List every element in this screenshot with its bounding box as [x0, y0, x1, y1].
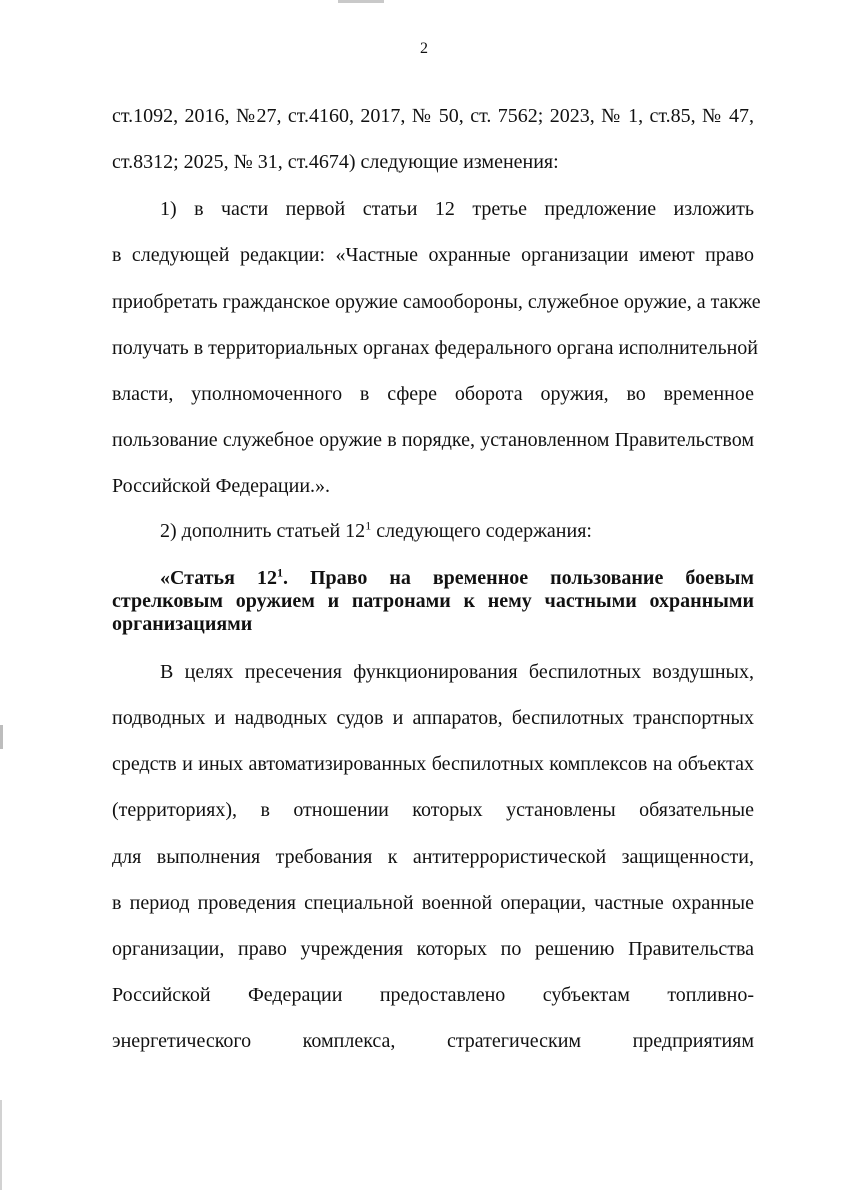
- list-item-2-text-end: следующего содержания:: [371, 520, 592, 542]
- text-line: ст.1092, 2016, №27, ст.4160, 2017, № 50, ст. 7562; 2023, № 1, ст.85, № 47,: [112, 105, 754, 127]
- page-number: 2: [420, 40, 428, 57]
- text-line: ст.8312; 2025, № 31, ст.4674) следующие изменения:: [112, 151, 559, 173]
- scan-artifact-top: [338, 0, 384, 3]
- text-line: организации, право учреждения которых по решению Правительства: [112, 938, 754, 960]
- text-line: средств и иных автоматизированных беспилотных комплексов на объектах: [112, 753, 754, 775]
- article-heading-line-3: организациями: [112, 613, 253, 635]
- superscript: 1: [276, 565, 283, 580]
- text-line: В целях пресечения функционирования беспилотных воздушных,: [160, 661, 754, 683]
- article-heading-line-1: [160, 566, 754, 590]
- text-line: Российской Федерации предоставлено субъектам топливно-: [112, 984, 754, 1006]
- text-line: пользование служебное оружие в порядке, установленном Правительством: [112, 429, 754, 451]
- scan-artifact-left: [0, 725, 3, 749]
- list-item-1-line: 1) в части первой статьи 12 третье предложение изложить: [160, 198, 754, 220]
- list-item-2-text: 2) дополнить статьей 12: [160, 520, 366, 542]
- article-heading-title: . Право на временное пользование боевым: [282, 567, 754, 589]
- text-line: в период проведения специальной военной операции, частные охранные: [112, 892, 754, 914]
- list-item-2-line: [160, 518, 754, 544]
- text-line: для выполнения требования к антитеррористической защищенности,: [112, 846, 754, 868]
- article-heading-start: «Статья 12: [160, 567, 277, 589]
- text-line: приобретать гражданское оружие самообороны, служебное оружие, а также: [112, 291, 761, 313]
- scan-artifact-left-lower: [0, 1100, 2, 1190]
- text-line: подводных и надводных судов и аппаратов, беспилотных транспортных: [112, 707, 754, 729]
- text-line: (территориях), в отношении которых установлены обязательные: [112, 799, 754, 821]
- text-line: получать в территориальных органах федерального органа исполнительной: [112, 337, 758, 359]
- text-line: Российской Федерации.».: [112, 475, 331, 497]
- text-line: власти, уполномоченного в сфере оборота оружия, во временное: [112, 383, 754, 405]
- text-line: в следующей редакции: «Частные охранные организации имеют право: [112, 244, 754, 266]
- text-line: энергетического комплекса, стратегическим предприятиям: [112, 1030, 754, 1052]
- article-heading-line-2: стрелковым оружием и патронами к нему частными охранными: [112, 590, 754, 612]
- superscript: 1: [365, 518, 372, 533]
